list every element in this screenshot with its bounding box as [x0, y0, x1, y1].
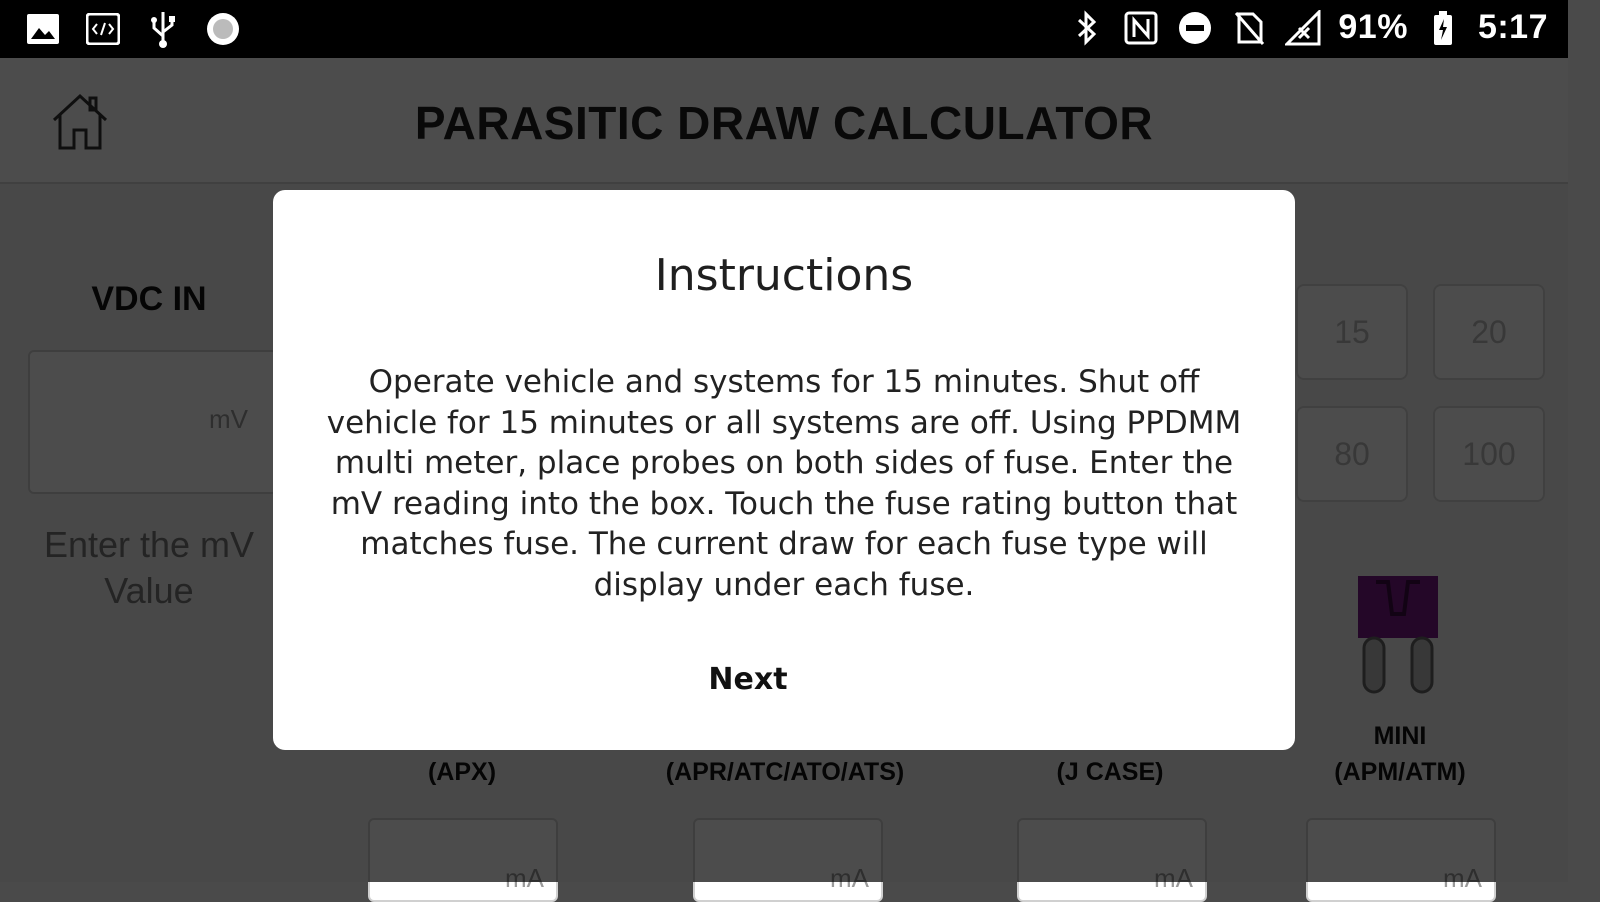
next-button[interactable]: Next: [708, 662, 788, 697]
image-icon: [24, 10, 62, 48]
record-icon: [204, 10, 242, 48]
dialog-title: Instructions: [654, 250, 914, 301]
battery-percent: 91%: [1338, 8, 1408, 46]
do-not-disturb-icon: [1176, 9, 1214, 47]
battery-icon: [1424, 9, 1462, 47]
clock: 5:17: [1477, 8, 1548, 46]
status-bar: [0, 0, 1568, 58]
instructions-dialog: [273, 190, 1295, 750]
status-bar-left: [24, 10, 242, 48]
bluetooth-icon: [1068, 9, 1106, 47]
no-sim-icon: [1230, 9, 1268, 47]
usb-icon: [144, 10, 182, 48]
no-signal-icon: [1284, 9, 1322, 47]
dialog-body: Operate vehicle and systems for 15 minutes. Shut off vehicle for 15 minutes or all systems are off. Using PPDMM multi meter, place probes on both sides of fuse. Enter the mV reading into the box. Touch the fuse rating button that matches fuse. The current draw for each fuse type will display under each fuse.: [326, 364, 1242, 603]
status-bar-right: [1068, 8, 1548, 47]
code-icon: [84, 10, 122, 48]
nfc-icon: [1122, 9, 1160, 47]
